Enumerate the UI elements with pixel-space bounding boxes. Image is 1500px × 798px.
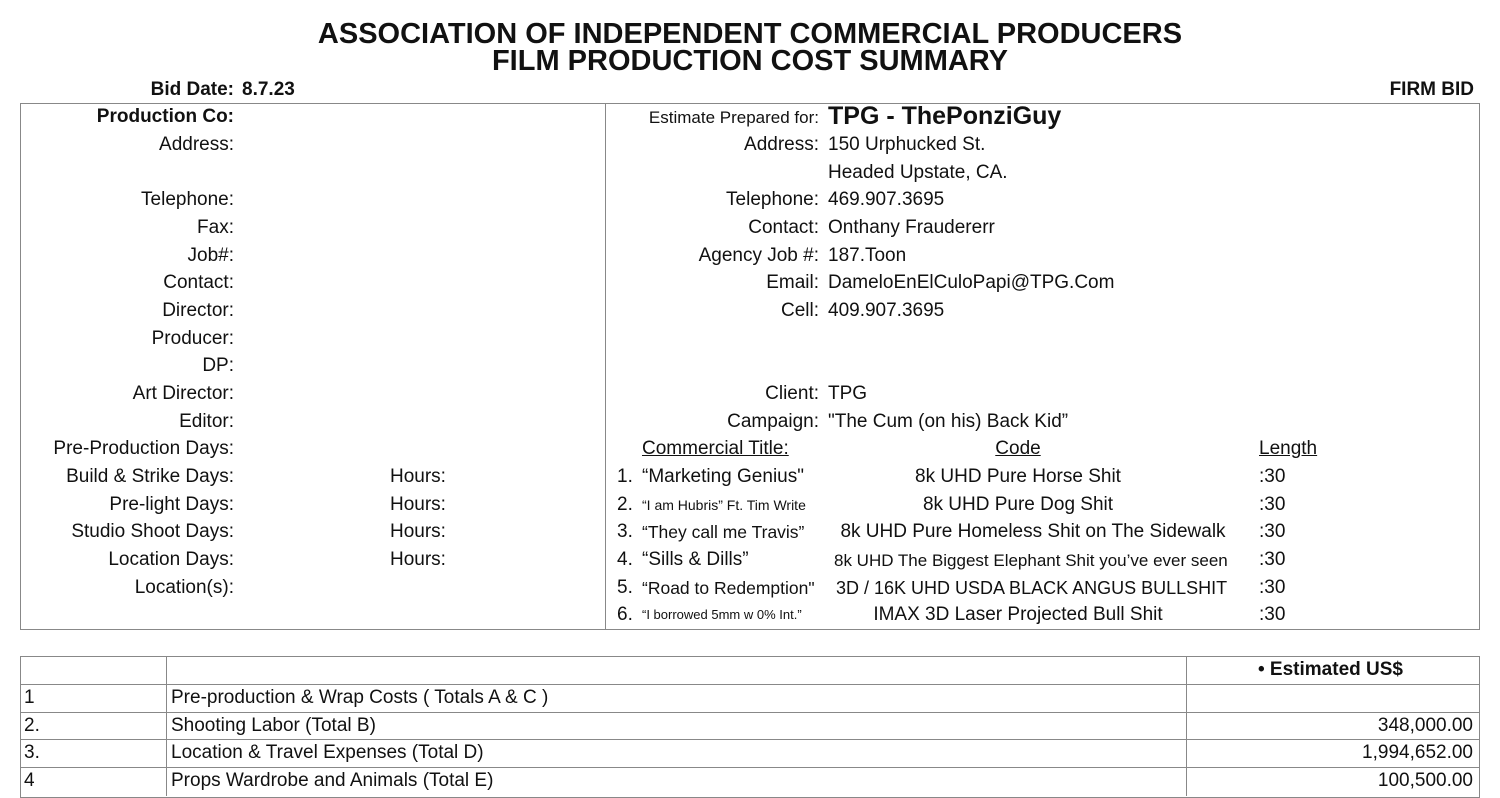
agency-job-value: 187.Toon — [828, 245, 907, 266]
locations-label: Location(s): — [134, 577, 234, 598]
info-divider — [605, 103, 606, 629]
prelight-hours-label: Hours: — [390, 494, 446, 515]
art-director-label: Art Director: — [132, 383, 234, 404]
fax-label: Fax: — [197, 217, 234, 238]
commercial-title: “They call me Travis” — [642, 522, 805, 542]
director-label: Director: — [162, 300, 234, 321]
telephone-label: Telephone: — [141, 189, 234, 210]
job-label: Job#: — [187, 245, 234, 266]
client-label: Client: — [765, 383, 819, 404]
preproduction-days-label: Pre-Production Days: — [53, 438, 234, 459]
cell-value: 409.907.3695 — [828, 300, 945, 321]
summary-col-divider-1 — [166, 656, 167, 796]
commercial-num: 1. — [617, 466, 633, 487]
document-title-line1: ASSOCIATION OF INDEPENDENT COMMERCIAL PRODUCERS — [317, 18, 1183, 50]
commercial-num: 6. — [617, 604, 633, 625]
commercial-code: 8k UHD Pure Homeless Shit on The Sidewalk — [840, 521, 1226, 542]
commercial-num: 4. — [617, 549, 633, 570]
address-label: Address: — [159, 134, 234, 155]
cell-label: Cell: — [780, 300, 819, 321]
commercial-length: :30 — [1259, 494, 1286, 515]
summary-row-num: 1 — [24, 687, 35, 708]
commercial-title: “I am Hubris” Ft. Tim Write — [642, 497, 806, 513]
contact-label: Contact: — [163, 272, 234, 293]
summary-row-amount: 1,994,652.00 — [1362, 742, 1473, 763]
commercial-title: “Sills & Dills” — [642, 549, 749, 570]
email-value: DameloEnElCuloPapi@TPG.Com — [828, 272, 1115, 293]
commercial-code: 8k UHD The Biggest Elephant Shit you’ve ever seen — [834, 551, 1228, 570]
commercial-length: :30 — [1259, 577, 1286, 598]
summary-row-desc: Shooting Labor (Total B) — [171, 715, 376, 736]
summary-row-num: 4 — [24, 770, 35, 791]
summary-row-desc: Location & Travel Expenses (Total D) — [171, 742, 484, 763]
length-header: Length — [1259, 438, 1318, 459]
bid-date-value: 8.7.23 — [242, 79, 295, 100]
client-contact-label: Contact: — [748, 217, 819, 238]
client-address-line2: Headed Upstate, CA. — [828, 162, 1008, 183]
producer-label: Producer: — [151, 328, 234, 349]
commercial-title: “Marketing Genius" — [642, 466, 804, 487]
commercial-num: 3. — [617, 521, 633, 542]
summary-row-divider — [20, 739, 1479, 740]
commercial-length: :30 — [1259, 549, 1286, 570]
client-contact-value: Onthany Fraudererr — [828, 217, 995, 238]
commercial-num: 5. — [617, 577, 633, 598]
summary-row-amount: 348,000.00 — [1377, 715, 1473, 736]
summary-row-desc: Props Wardrobe and Animals (Total E) — [171, 770, 494, 791]
bid-date-label: Bid Date: — [150, 79, 234, 100]
client-address-label: Address: — [744, 134, 819, 155]
commercial-code: 8k UHD Pure Dog Shit — [922, 494, 1114, 515]
commercial-length: :30 — [1259, 521, 1286, 542]
estimate-prepared-label: Estimate Prepared for: — [648, 108, 819, 127]
summary-row-divider — [20, 767, 1479, 768]
studio-shoot-hours-label: Hours: — [390, 521, 446, 542]
summary-row-divider — [20, 712, 1479, 713]
production-co-label: Production Co: — [96, 106, 234, 127]
commercial-title: “Road to Redemption" — [642, 578, 815, 598]
summary-row-divider — [20, 684, 1479, 685]
editor-label: Editor: — [179, 411, 234, 432]
build-strike-days-label: Build & Strike Days: — [66, 466, 234, 487]
commercial-length: :30 — [1259, 466, 1286, 487]
firm-bid-label: FIRM BID — [1389, 79, 1474, 100]
client-telephone-value: 469.907.3695 — [828, 189, 945, 210]
email-label: Email: — [766, 272, 819, 293]
commercial-code: 8k UHD Pure Horse Shit — [915, 466, 1121, 487]
dp-label: DP: — [202, 355, 234, 376]
client-address-line1: 150 Urphucked St. — [828, 134, 986, 155]
location-hours-label: Hours: — [390, 549, 446, 570]
estimated-usd-header: • Estimated US$ — [1258, 659, 1403, 680]
commercial-title-header: Commercial Title: — [642, 438, 789, 459]
studio-shoot-days-label: Studio Shoot Days: — [71, 521, 234, 542]
client-value: TPG — [828, 383, 868, 404]
commercial-title: “I borrowed 5mm w 0% Int.” — [642, 607, 802, 622]
commercial-code: 3D / 16K UHD USDA BLACK ANGUS BULLSHIT — [836, 578, 1228, 598]
campaign-value: "The Cum (on his) Back Kid” — [828, 411, 1069, 432]
summary-col-divider-2 — [1186, 656, 1187, 796]
summary-row-num: 2. — [24, 715, 40, 736]
agency-job-label: Agency Job #: — [698, 245, 819, 266]
commercial-length: :30 — [1259, 604, 1286, 625]
estimate-prepared-value: TPG - ThePonziGuy — [828, 102, 1062, 130]
commercial-code: IMAX 3D Laser Projected Bull Shit — [873, 604, 1163, 625]
summary-row-amount: 100,500.00 — [1377, 770, 1473, 791]
commercial-num: 2. — [617, 494, 633, 515]
code-header: Code — [995, 438, 1041, 459]
client-telephone-label: Telephone: — [726, 189, 819, 210]
document-title-line2: FILM PRODUCTION COST SUMMARY — [491, 45, 1009, 77]
campaign-label: Campaign: — [727, 411, 819, 432]
location-days-label: Location Days: — [108, 549, 234, 570]
summary-row-desc: Pre-production & Wrap Costs ( Totals A & C ) — [171, 687, 549, 708]
prelight-days-label: Pre-light Days: — [109, 494, 234, 515]
summary-row-num: 3. — [24, 742, 40, 763]
build-strike-hours-label: Hours: — [390, 466, 446, 487]
